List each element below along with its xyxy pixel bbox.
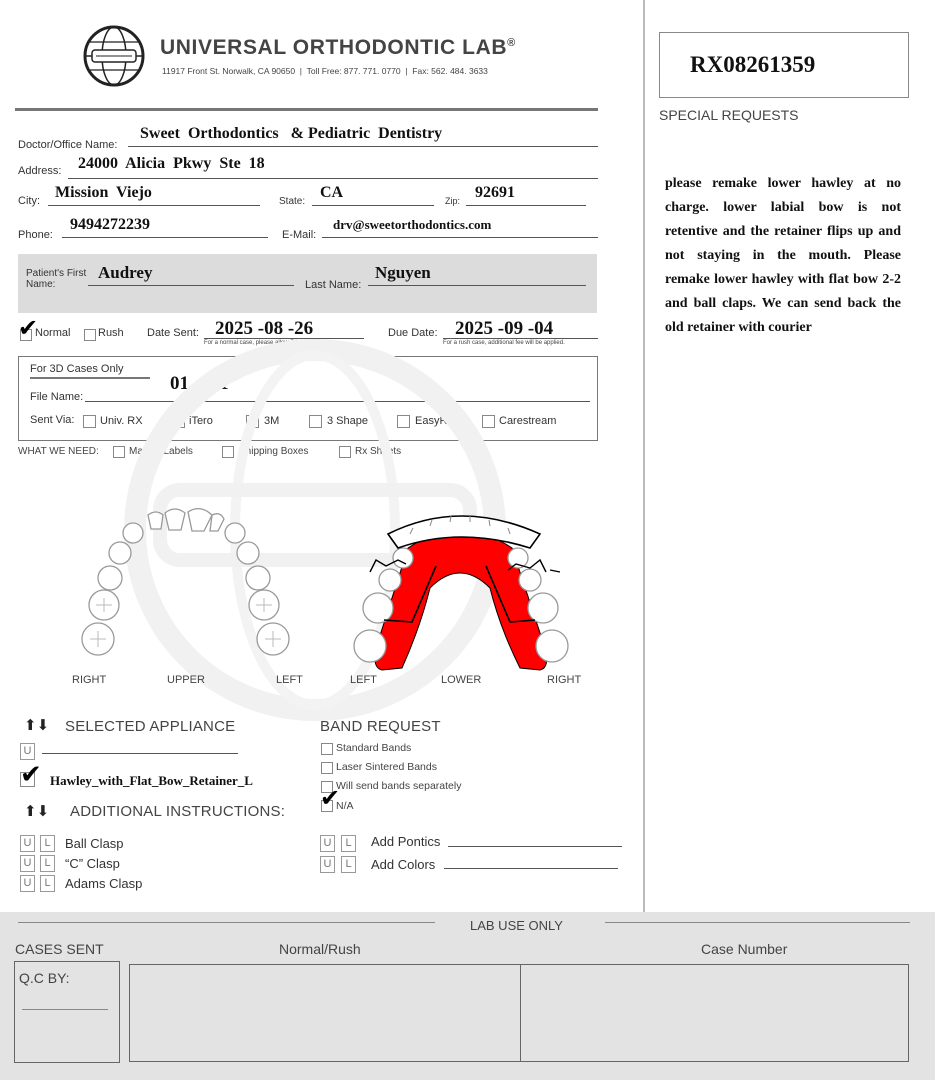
na-check-icon: ✔ <box>320 784 341 812</box>
email-line <box>322 237 598 238</box>
patient-last-value: Nguyen <box>375 263 431 282</box>
special-requests-text: please remake lower hawley at no charge. lower labial bow is not retentive and the retainer flips up and not staying in the mouth. Please remake lower hawley with flat bow 2-2 and ball claps. We can send back the old retainer with courier <box>665 176 901 335</box>
pontics-l[interactable]: L <box>341 835 356 852</box>
zip-line <box>466 205 586 206</box>
add-colors-label: Add Colors <box>371 857 436 872</box>
phone-label: Phone: <box>18 229 53 241</box>
lab-name <box>160 36 516 60</box>
patient-last-label: Last Name: <box>305 279 362 291</box>
normal-check-icon: ✔ <box>18 314 39 342</box>
qc-by-label: Q.C BY: <box>19 970 70 986</box>
adams-clasp-u[interactable]: U <box>20 875 35 892</box>
univ-rx-label: Univ. RX <box>100 415 143 427</box>
date-sent-value: 2025 -08 -26 <box>215 318 314 339</box>
pontics-u[interactable]: U <box>320 835 335 852</box>
lab-use-rule-left <box>18 922 435 923</box>
shipping-boxes-label: Shipping Boxes <box>239 446 309 457</box>
qc-line <box>22 1009 108 1010</box>
3shape-label: 3 Shape <box>327 415 368 427</box>
lab-use-rule-right <box>605 922 910 923</box>
appliance-value: Hawley_with_Flat_Bow_Retainer_L <box>50 773 253 788</box>
send-bands-label: Will send bands separately <box>336 780 462 792</box>
itero-label: iTero <box>189 415 213 427</box>
patient-first-value: Audrey <box>98 263 153 282</box>
registered-mark: ® <box>507 37 516 49</box>
city-label: City: <box>18 195 40 207</box>
city-line <box>48 205 260 206</box>
add-pontics-label: Add Pontics <box>371 834 441 849</box>
office-line <box>128 146 598 147</box>
zip-value: 92691 <box>475 184 515 201</box>
upper-label: UPPER <box>167 674 205 686</box>
add-pontics-line <box>448 846 622 847</box>
lower-right-label: RIGHT <box>547 674 582 686</box>
rush-checkbox[interactable] <box>84 329 96 341</box>
ball-clasp-u[interactable]: U <box>20 835 35 852</box>
adams-clasp-label: Adams Clasp <box>65 876 143 891</box>
c-clasp-u[interactable]: U <box>20 855 35 872</box>
na-label: N/A <box>336 800 354 812</box>
contact-line: 11917 Front St. Norwalk, CA 90650 | Toll Free: 877. 771. 0770 | Fax: 562. 484. 3633 <box>162 66 488 76</box>
patient-first-line <box>88 285 294 286</box>
email-value: drv@sweetorthodontics.com <box>333 217 492 232</box>
additional-instructions-title: ADDITIONAL INSTRUCTIONS: <box>70 803 286 820</box>
state-label: State: <box>279 196 306 207</box>
lab-use-title: LAB USE ONLY <box>470 918 563 933</box>
add-colors-line <box>444 868 618 869</box>
date-note: For a normal case, please allow 7 business days. <box>204 340 336 346</box>
header-rule <box>15 108 598 111</box>
due-date-label: Due Date: <box>388 327 438 339</box>
univ-rx-checkbox[interactable] <box>83 415 96 428</box>
upper-left-label: LEFT <box>276 674 303 686</box>
rush-label: Rush <box>98 327 124 339</box>
up-down-arrows-icon-2: ⬆⬇ <box>24 803 50 820</box>
band-request-title: BAND REQUEST <box>320 718 441 735</box>
up-down-arrows-icon: ⬆⬇ <box>24 717 50 734</box>
lab-name-text: UNIVERSAL ORTHODONTIC LAB <box>160 36 508 59</box>
cases-sent-label: CASES SENT <box>15 941 104 957</box>
lower-left-label: LEFT <box>350 674 377 686</box>
state-line <box>312 205 434 206</box>
standard-bands-checkbox[interactable] <box>321 743 333 755</box>
case-number-box[interactable] <box>520 964 909 1062</box>
selected-appliance-title: SELECTED APPLIANCE <box>65 718 236 735</box>
due-note: For a rush case, additional fee will be applied. <box>443 340 565 346</box>
colors-u[interactable]: U <box>320 856 335 873</box>
rx-sheets-label: Rx Sheets <box>355 446 402 457</box>
vertical-divider <box>643 0 645 912</box>
laser-bands-checkbox[interactable] <box>321 762 333 774</box>
3m-label: 3M <box>264 415 280 427</box>
mailing-labels-label: Mailing Labels <box>129 446 193 457</box>
normal-rush-label: Normal/Rush <box>279 941 361 957</box>
patient-first-label: Patient's First Name: <box>26 268 87 290</box>
date-sent-label: Date Sent: <box>147 327 199 339</box>
logo <box>72 14 156 98</box>
case-number-label: Case Number <box>701 941 788 957</box>
office-label: Doctor/Office Name: <box>18 139 118 151</box>
c-clasp-label: “C” Clasp <box>65 856 120 871</box>
upper-arch-diagram <box>60 498 310 673</box>
ball-clasp-l[interactable]: L <box>40 835 55 852</box>
standard-bands-label: Standard Bands <box>336 742 412 754</box>
city-value: Mission Viejo <box>55 184 152 201</box>
colors-l[interactable]: L <box>341 856 356 873</box>
upper-right-label: RIGHT <box>72 674 107 686</box>
address-line <box>68 178 598 179</box>
due-date-value: 2025 -09 -04 <box>455 318 554 339</box>
email-label: E-Mail: <box>282 229 317 241</box>
special-requests-title: SPECIAL REQUESTS <box>659 107 799 123</box>
appliance-check-icon: ✔ <box>20 760 42 790</box>
what-we-need-label: WHAT WE NEED: <box>18 446 99 457</box>
logo-globe-icon <box>72 14 156 98</box>
normal-rush-box[interactable] <box>129 964 521 1062</box>
appliance-u-box[interactable]: U <box>20 743 35 760</box>
zip-label: Zip: <box>445 196 461 206</box>
phone-line <box>62 237 268 238</box>
carestream-label: Carestream <box>499 415 557 427</box>
patient-last-line <box>368 285 586 286</box>
lower-label: LOWER <box>441 674 482 686</box>
c-clasp-l[interactable]: L <box>40 855 55 872</box>
file-name-label: File Name: <box>30 391 84 403</box>
sent-via-label: Sent Via: <box>30 414 75 426</box>
normal-label: Normal <box>35 327 71 339</box>
rx-number-box <box>659 32 909 98</box>
office-value: Sweet Orthodontics & Pediatric Dentistry <box>140 125 443 142</box>
file-name-value: 01 -261 <box>170 373 229 394</box>
easyrx-label: EasyRx <box>415 415 453 427</box>
itero-check-icon: ✔ <box>172 399 193 427</box>
state-value: CA <box>320 184 344 201</box>
address-label: Address: <box>18 165 62 177</box>
ball-clasp-label: Ball Clasp <box>65 836 124 851</box>
rx-number: RX08261359 <box>690 52 816 77</box>
appliance-u-line <box>42 753 238 754</box>
adams-clasp-l[interactable]: L <box>40 875 55 892</box>
phone-value: 9494272239 <box>70 216 150 233</box>
lower-arch-diagram <box>340 508 580 678</box>
laser-bands-label: Laser Sintered Bands <box>336 761 437 773</box>
case-3d-title: For 3D Cases Only <box>30 363 124 375</box>
address-value: 24000 Alicia Pkwy Ste 18 <box>78 155 265 172</box>
